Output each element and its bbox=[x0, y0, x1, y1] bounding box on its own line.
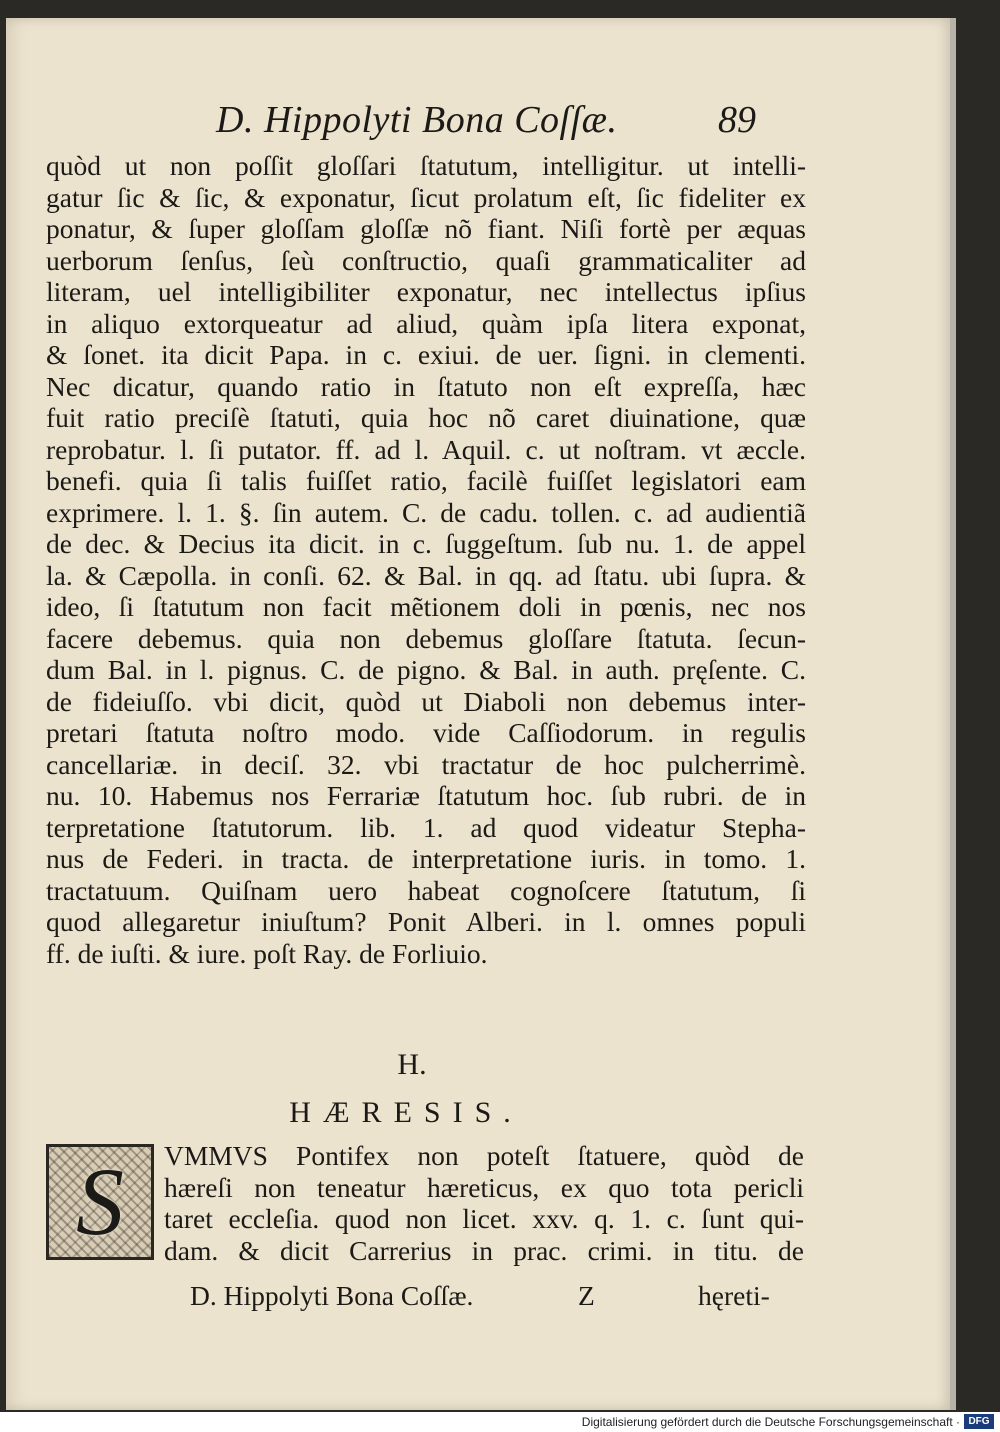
running-title: D. Hippolyti Bona Coſſæ. bbox=[216, 99, 618, 141]
decorated-initial bbox=[46, 1144, 154, 1260]
text-line: reprobatur. l. ſi putator. ff. ad l. Aquil. c. ut noſtram. vt æccle. bbox=[46, 433, 806, 465]
text-line: terpretatione ſtatutorum. lib. 1. ad quod videatur Stepha- bbox=[46, 811, 806, 843]
book-page bbox=[6, 18, 950, 1410]
text-line: literam, uel intelligibiliter exponatur, nec intellectus ipſius bbox=[46, 276, 806, 307]
footer-bar bbox=[0, 1412, 1000, 1432]
page-edge bbox=[950, 18, 956, 1410]
text-line: facere debemus. quia non debemus gloſſare ſtatuta. ſecun- bbox=[46, 622, 806, 654]
text-line: fuit ratio preciſè ſtatuti, quia hoc nõ caret diuinatione, quæ bbox=[46, 402, 806, 433]
footer-credit: Digitalisierung gefördert durch die Deutsche Forschungsgemeinschaft · bbox=[581, 1415, 960, 1429]
page-number: 89 bbox=[718, 99, 756, 141]
text-line: gatur ſic & ſic, & exponatur, ſicut prolatum eſt, ſic fideliter ex bbox=[46, 181, 806, 213]
signature-line: D. Hippolyti Bona Coſſæ. bbox=[190, 1280, 474, 1311]
text-line: ponatur, & ſuper gloſſam gloſſæ nõ fiant. Niſi fortè per æquas bbox=[46, 213, 806, 244]
text-line: hæreſi non teneatur hæreticus, ex quo tota pericli bbox=[164, 1171, 804, 1203]
text-line: exprimere. l. 1. §. ſin autem. C. de cadu. tollen. c. ad audientiã bbox=[46, 496, 806, 528]
text-line: nus de Federi. in tracta. de interpretatione iuris. in tomo. 1. bbox=[46, 843, 806, 874]
heresis-paragraph bbox=[164, 1140, 804, 1266]
text-line: dum Bal. in l. pignus. C. de pigno. & Bal. in auth. pręſente. C. bbox=[46, 654, 806, 685]
text-line: & ſonet. ita dicit Papa. in c. exiui. de uer. ſigni. in clementi. bbox=[46, 339, 806, 370]
text-line: de dec. & Decius ita dicit. in c. ſuggeſtum. ſub nu. 1. de appel bbox=[46, 528, 806, 559]
text-line: taret eccleſia. quod non licet. xxv. q. 1. c. ſunt qui- bbox=[164, 1203, 804, 1234]
body-text bbox=[46, 150, 806, 969]
initial-letter: S bbox=[76, 1148, 124, 1255]
catchword: hęreti- bbox=[698, 1280, 770, 1311]
text-line: ideo, ſi ſtatutum non facit mẽtionem doli in pœnis, nec nos bbox=[46, 591, 806, 622]
section-title: HÆRESIS. bbox=[289, 1096, 523, 1129]
text-line: cancellariæ. in deciſ. 32. vbi tractatur de hoc pulcherrimè. bbox=[46, 748, 806, 780]
catch-line bbox=[6, 1280, 950, 1316]
text-line: Nec dicatur, quando ratio in ſtatuto non eſt expreſſa, hæc bbox=[46, 370, 806, 402]
text-line: pretari ſtatuta noſtro modo. vide Caſſiodorum. in regulis bbox=[46, 717, 806, 748]
text-line: la. & Cæpolla. in conſi. 62. & Bal. in qq. ad ſtatu. ubi ſupra. & bbox=[46, 559, 806, 591]
text-line: nu. 10. Habemus nos Ferrariæ ſtatutum hoc. ſub rubri. de in bbox=[46, 780, 806, 811]
signature-mark: Z bbox=[578, 1280, 595, 1311]
running-head bbox=[6, 80, 950, 140]
text-line: ff. de iuſti. & iure. poſt Ray. de Forliuio. bbox=[46, 937, 488, 969]
section-letter: H. bbox=[397, 1048, 427, 1081]
text-line: uerborum ſenſus, ſeù conſtructio, quaſi grammaticaliter ad bbox=[46, 244, 806, 276]
text-line: quòd ut non poſſit gloſſari ſtatutum, intelligitur. ut intelli- bbox=[46, 150, 806, 181]
dfg-logo: DFG bbox=[964, 1414, 994, 1429]
text-line: tractatuum. Quiſnam uero habeat cognoſcere ſtatutum, ſi bbox=[46, 874, 806, 906]
text-line: de fideiuſſo. vbi dicit, quòd ut Diaboli non debemus inter- bbox=[46, 685, 806, 717]
text-line: dam. & dicit Carrerius in prac. crimi. in titu. de bbox=[164, 1234, 804, 1266]
text-line: VMMVS Pontifex non poteſt ſtatuere, quòd de bbox=[164, 1140, 804, 1171]
text-line: benefi. quia ſi talis fuiſſet ratio, facilè fuiſſet legislatori eam bbox=[46, 465, 806, 496]
text-line: in aliquo extorqueatur ad aliud, quàm ipſa litera exponat, bbox=[46, 307, 806, 339]
text-line: quod allegaretur iniuſtum? Ponit Alberi. in l. omnes populi bbox=[46, 906, 806, 937]
